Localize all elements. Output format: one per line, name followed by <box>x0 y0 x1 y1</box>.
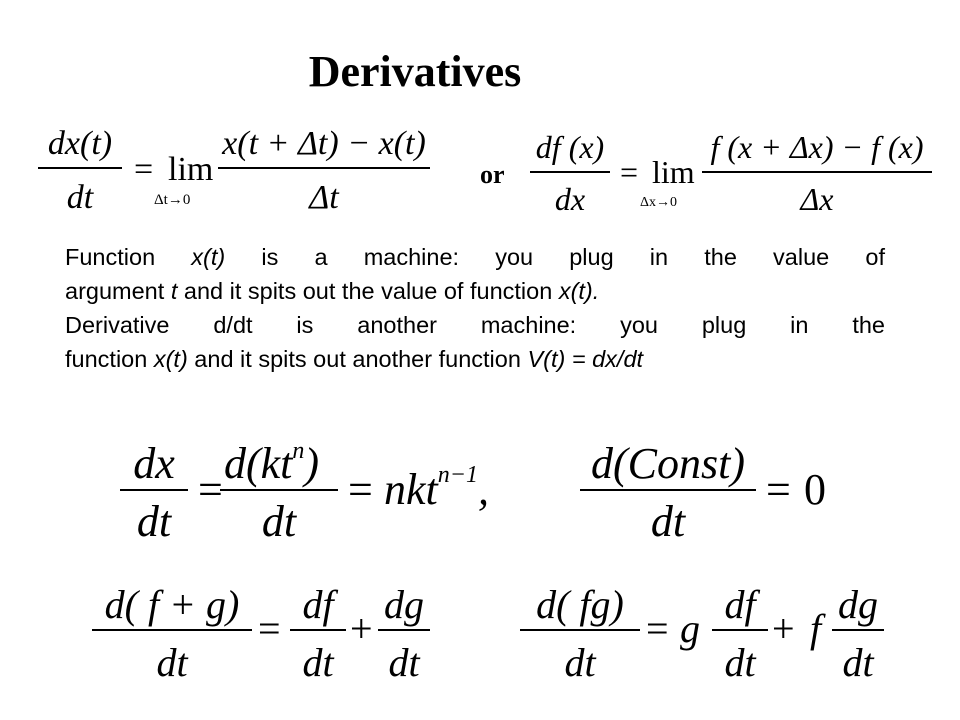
eq3-equals-1: = <box>198 465 223 514</box>
eq6-g: g <box>680 606 700 651</box>
math-t: t <box>170 278 178 304</box>
power-rule-equation <box>120 436 520 546</box>
eq3-equals-2: = <box>348 465 373 514</box>
eq4-result: 0 <box>804 465 826 514</box>
eq1-equals: = <box>134 151 154 188</box>
eq5-lhs-denominator: dt <box>156 640 188 685</box>
eq1-lim: lim <box>168 151 214 188</box>
eq6-lhs-numerator: d( fg) <box>536 582 624 627</box>
eq6-lhs-denominator: dt <box>564 640 596 685</box>
eq3-b-denominator: dt <box>261 497 297 546</box>
math-x-of-t: x(t). <box>558 278 600 304</box>
text-span: Function <box>65 244 192 270</box>
derivative-definition-f <box>530 122 940 222</box>
eq4-denominator: dt <box>650 497 686 546</box>
eq2-equals: = <box>620 154 639 190</box>
eq6-f: f <box>810 606 822 651</box>
eq4-equals: = <box>766 465 791 514</box>
eq6-t1-denominator: dt <box>724 640 756 685</box>
derivative-definition-x <box>38 118 438 218</box>
math-v-of-t: V(t) = dx/dt <box>527 346 644 372</box>
eq1-rhs-numerator: x(t + Δt) − x(t) <box>222 125 426 162</box>
eq6-equals: = <box>646 606 669 651</box>
paragraph-line-3: Derivative d/dt is another machine: you plug in the <box>65 312 885 338</box>
eq2-lim: lim <box>652 154 695 190</box>
paragraph-line-4 <box>65 342 885 376</box>
eq5-t2-numerator: dg <box>384 582 424 627</box>
eq5-t1-numerator: df <box>302 582 334 627</box>
eq2-rhs-numerator: f (x + Δx) − f (x) <box>710 129 924 165</box>
slide-title: Derivatives <box>308 47 522 96</box>
eq2-rhs-denominator: Δx <box>800 181 834 217</box>
text-span: and it spits out another function <box>187 346 528 372</box>
eq3-a-denominator: dt <box>136 497 172 546</box>
eq1-rhs-denominator: Δt <box>309 179 339 216</box>
eq5-t1-denominator: dt <box>302 640 334 685</box>
eq2-lhs-numerator: df (x) <box>535 129 605 165</box>
math-x-of-t: x(t) <box>153 346 188 372</box>
eq1-lhs-numerator: dx(t) <box>47 125 113 162</box>
eq1-lim-subscript: Δt→0 <box>154 192 191 208</box>
paragraph-line-2 <box>65 274 885 308</box>
paragraph-line-1 <box>65 240 885 274</box>
eq1-lhs-denominator: dt <box>66 179 94 216</box>
eq2-lhs-denominator: dx <box>554 181 586 217</box>
eq6-t1-numerator: df <box>724 582 756 627</box>
eq5-lhs-numerator: d( f + g) <box>104 582 240 627</box>
text-span: is a machine: you plug in the value of <box>225 244 885 270</box>
text-span: function <box>65 346 154 372</box>
explanation-paragraph <box>65 240 885 376</box>
eq3-b-numerator: $d(kt^n)$ <box>224 438 320 488</box>
math-x-of-t: x(t) <box>191 244 226 270</box>
text-span: and it spits out the value of function <box>177 278 559 304</box>
eq6-plus: + <box>772 606 795 651</box>
product-rule-equation <box>520 578 890 688</box>
eq5-t2-denominator: dt <box>388 640 420 685</box>
eq3-result: nkt$^{n-1}$, <box>384 462 489 514</box>
or-connector: or <box>480 160 505 189</box>
eq2-lim-subscript: Δx→0 <box>640 195 678 210</box>
eq6-t2-numerator: dg <box>838 582 878 627</box>
eq6-t2-denominator: dt <box>842 640 874 685</box>
sum-rule-equation <box>92 578 432 688</box>
eq4-numerator: d(Const) <box>591 439 745 488</box>
text-span: argument <box>65 278 171 304</box>
eq5-equals: = <box>258 606 281 651</box>
eq3-a-numerator: dx <box>133 439 175 488</box>
constant-rule-equation <box>580 436 840 546</box>
eq5-plus: + <box>350 606 373 651</box>
